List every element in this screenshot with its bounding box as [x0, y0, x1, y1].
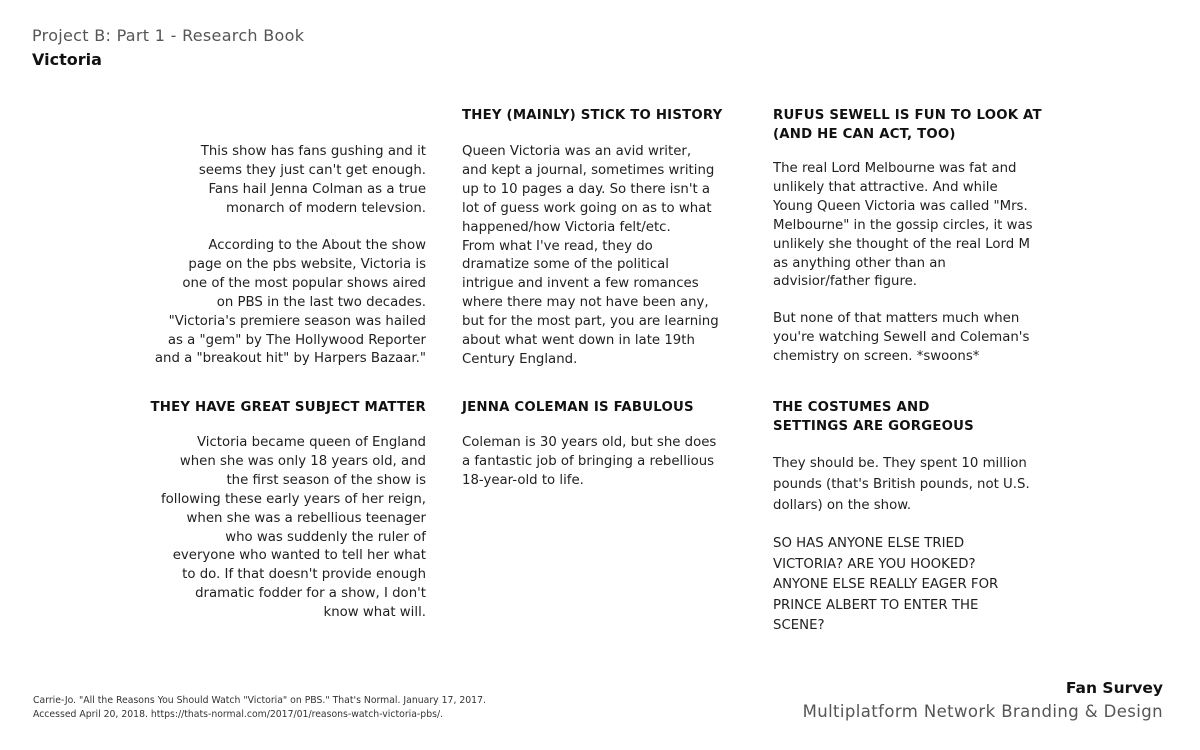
rufus-body-1: The real Lord Melbourne was fat and unlikely that attractive. And while Young Queen Victoria was called "Mrs. Melbourne" in the gossip circles, it was unlikely she thought of the real Lord M as anything other than an advisior/father figure. — [773, 161, 1033, 290]
history-heading: THEY (MAINLY) STICK TO HISTORY — [462, 108, 723, 123]
intro-paragraph-1: This show has fans gushing and it seems they just can't get enough. Fans hail Jenna Colman as a true monarch of modern televsion. — [198, 144, 426, 216]
course-name: Multiplatform Network Branding & Design — [802, 702, 1163, 721]
project-label: Project B: Part 1 - Research Book — [32, 26, 305, 45]
costumes-heading: THE COSTUMES AND SETTINGS ARE GORGEOUS — [773, 400, 974, 434]
rufus-body-2: But none of that matters much when you're watching Sewell and Coleman's chemistry on screen. *swoons* — [773, 311, 1030, 364]
page-title: Victoria — [32, 50, 102, 69]
citation: Carrie-Jo. "All the Reasons You Should Watch "Victoria" on PBS." That's Normal. January 17, 2017. Accessed April 20, 2018. https://thats-normal.com/2017/01/reasons-watch-victoria-pbs/. — [33, 695, 486, 720]
history-body: Queen Victoria was an avid writer, and kept a journal, sometimes writing up to 10 pages a day. So there isn't a lot of guess work going on as to what happened/how Victoria felt/etc. From what I've read, they do dramatize some of the political intrigue and invent a few romances where there may not have been any, but for the most part, you are learning about what went down in late 19th Century England. — [462, 144, 719, 367]
rufus-heading: RUFUS SEWELL IS FUN TO LOOK AT (AND HE CAN ACT, TOO) — [773, 108, 1042, 142]
costumes-body: They should be. They spent 10 million pounds (that's British pounds, not U.S. dollars) on the show. — [773, 456, 1030, 513]
jenna-body: Coleman is 30 years old, but she does a fantastic job of bringing a rebellious 18-year-old to life. — [462, 435, 717, 488]
closing-question: SO HAS ANYONE ELSE TRIED VICTORIA? ARE YOU HOOKED? ANYONE ELSE REALLY EAGER FOR PRINCE ALBERT TO ENTER THE SCENE? — [773, 536, 999, 633]
fan-survey-title: Fan Survey — [1065, 679, 1163, 697]
intro-paragraph-2: According to the About the show page on the pbs website, Victoria is one of the most popular shows aired on PBS in the last two decades. "Victoria's premiere season was hailed as a "gem" by The Hollywood Reporter and a "breakout hit" by Harpers Bazaar." — [154, 238, 426, 367]
subject-body: Victoria became queen of England when she was only 18 years old, and the first season of the show is following these early years of her reign, when she was a rebellious teenager who was suddenly the ruler of everyone who wanted to tell her what to do. If that doesn't provide enough dramatic fodder for a show, I don't know what will. — [160, 435, 426, 621]
subject-heading: THEY HAVE GREAT SUBJECT MATTER — [150, 400, 426, 415]
jenna-heading: JENNA COLEMAN IS FABULOUS — [462, 400, 694, 415]
